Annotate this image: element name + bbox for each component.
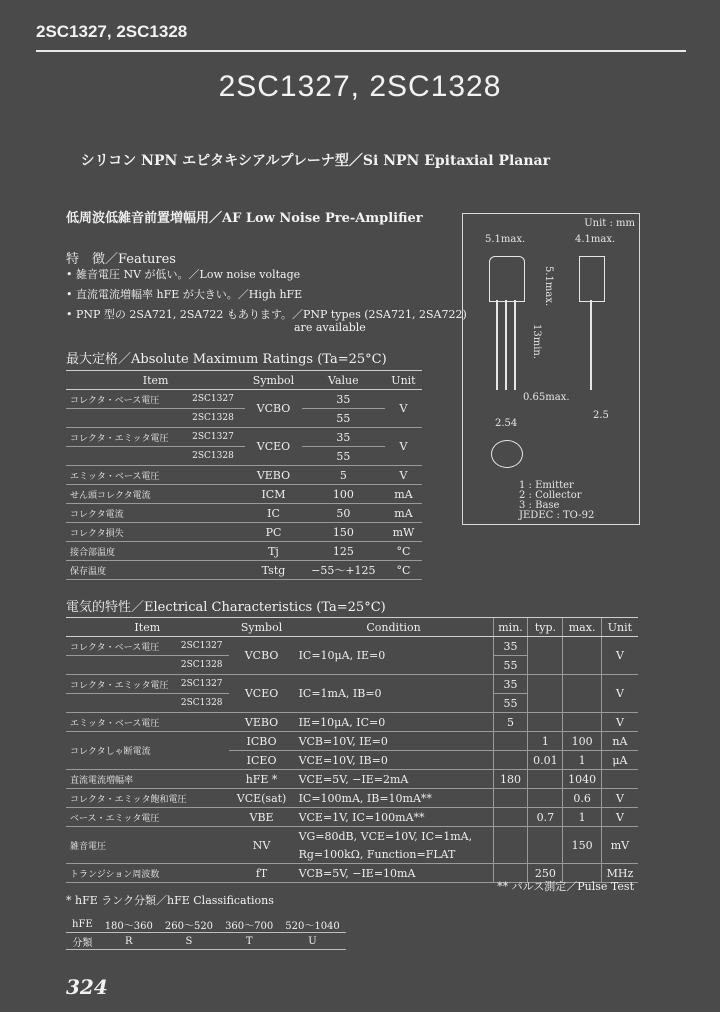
table-row <box>66 485 422 504</box>
col-unit: Unit <box>601 618 638 637</box>
header-part-number: 2SC1327, 2SC1328 <box>36 22 188 41</box>
table-cell <box>493 732 528 751</box>
table-cell: 55 <box>493 656 528 675</box>
classification-heading: * hFE ランク分類／hFE Classifications <box>66 894 274 907</box>
table-cell: V <box>601 675 638 713</box>
table-cell: エミッタ・ベース電圧 <box>66 466 245 485</box>
table-cell: トランジション周波数 <box>66 864 229 883</box>
table-row <box>66 933 346 950</box>
table-cell: 2SC1327 <box>177 675 229 694</box>
table-cell: VCE=10V, IB=0 <box>295 751 494 770</box>
table-row <box>66 504 422 523</box>
table-cell <box>563 713 602 732</box>
table-cell: V <box>385 428 422 466</box>
table-cell: 150 <box>563 827 602 864</box>
table-cell: 35 <box>302 390 385 409</box>
table-cell: °C <box>385 542 422 561</box>
table-cell: mV <box>601 827 638 864</box>
table-cell: IC=100mA, IB=10mA** <box>295 789 494 808</box>
table-cell <box>528 770 563 789</box>
pin-legend: JEDEC : TO-92 <box>519 510 595 521</box>
features-heading: 特 徴／Features <box>66 252 176 267</box>
col-symbol: Symbol <box>229 618 295 637</box>
lead-collector <box>505 300 507 390</box>
table-cell: T <box>219 933 279 950</box>
table-cell: 125 <box>302 542 385 561</box>
table-cell <box>563 637 602 675</box>
table-row <box>66 523 422 542</box>
table-cell: V <box>601 808 638 827</box>
table-row <box>66 561 422 580</box>
dim-label: 13min. <box>531 324 542 360</box>
table-cell: コレクタ・エミッタ電圧 <box>66 675 177 694</box>
table-cell: 250 <box>528 864 563 883</box>
table-cell <box>66 447 188 466</box>
pin-legend: 3 : Base <box>519 500 560 511</box>
table-row <box>66 409 422 428</box>
table-cell: 1040 <box>563 770 602 789</box>
table-cell <box>528 827 563 864</box>
table-cell: V <box>601 713 638 732</box>
table-cell: S <box>159 933 219 950</box>
table-cell: ICBO <box>229 732 295 751</box>
dim-label: 5.1max. <box>485 234 526 245</box>
table-cell: 180～360 <box>99 916 159 933</box>
package-front-view <box>489 256 525 302</box>
application-line: 低周波低雑音前置増幅用／AF Low Noise Pre-Amplifier <box>66 211 423 226</box>
table-cell: V <box>601 637 638 675</box>
lead-emitter <box>496 300 498 390</box>
table-cell <box>528 789 563 808</box>
pin-legend: 1 : Emitter <box>519 480 574 491</box>
table-cell: R <box>99 933 159 950</box>
table-cell <box>66 694 177 713</box>
lead-base <box>514 300 516 390</box>
abs-max-table <box>66 370 422 580</box>
table-cell <box>528 675 563 713</box>
table-cell: VG=80dB, VCE=10V, IC=1mA, <box>298 829 473 843</box>
table-cell: コレクタ・ベース電圧 <box>66 637 177 656</box>
dim-label: 2.54 <box>495 418 518 429</box>
table-cell: Rg=100kΩ, Function=FLAT <box>295 845 494 864</box>
table-cell: 180 <box>493 770 528 789</box>
table-cell: 分類 <box>66 933 99 950</box>
table-cell: 5 <box>302 466 385 485</box>
table-cell: 55 <box>302 447 385 466</box>
table-cell: 100 <box>302 485 385 504</box>
table-cell: mA <box>385 504 422 523</box>
table-cell: VCE=1V, IC=100mA** <box>295 808 494 827</box>
header-rule <box>36 50 686 52</box>
table-cell: VBE <box>229 808 295 827</box>
table-cell: 2SC1327 <box>188 428 245 447</box>
table-cell: hFE <box>66 916 99 933</box>
table-row <box>66 732 638 751</box>
col-condition: Condition <box>295 618 494 637</box>
table-cell: VCBO <box>229 637 295 675</box>
table-cell: VCEO <box>229 675 295 713</box>
abs-max-heading: 最大定格／Absolute Maximum Ratings (Ta=25°C) <box>66 352 387 367</box>
table-cell: 2SC1327 <box>188 390 245 409</box>
table-cell: VCE(sat) <box>229 789 295 808</box>
table-cell: 260～520 <box>159 916 219 933</box>
table-cell: 2SC1328 <box>177 656 229 675</box>
table-cell: 55 <box>493 694 528 713</box>
table-row <box>66 675 638 694</box>
table-cell <box>528 637 563 675</box>
table-cell: IC <box>245 504 302 523</box>
pin-legend: 2 : Collector <box>519 490 582 501</box>
table-cell <box>66 656 177 675</box>
table-cell: °C <box>385 561 422 580</box>
feature-item: • 雑音電圧 NV が低い。／Low noise voltage <box>66 268 301 281</box>
table-cell: 35 <box>302 428 385 447</box>
table-row <box>66 808 638 827</box>
table-cell: V <box>385 390 422 428</box>
elec-table <box>66 617 638 883</box>
table-cell: コレクタしゃ断電流 <box>66 732 229 770</box>
table-cell: 100 <box>563 732 602 751</box>
classification-table <box>66 916 346 950</box>
table-cell: 50 <box>302 504 385 523</box>
table-cell: せん頭コレクタ電流 <box>66 485 245 504</box>
table-cell: ICEO <box>229 751 295 770</box>
table-row <box>66 789 638 808</box>
table-cell <box>563 675 602 713</box>
table-cell: mA <box>385 485 422 504</box>
table-cell: 2SC1328 <box>177 694 229 713</box>
table-cell: 35 <box>493 637 528 656</box>
table-row <box>66 390 422 409</box>
col-symbol: Symbol <box>245 371 302 390</box>
table-cell: PC <box>245 523 302 542</box>
table-cell <box>493 827 528 864</box>
table-cell: 雑音電圧 <box>66 827 229 864</box>
table-row <box>66 916 346 933</box>
table-cell: 360～700 <box>219 916 279 933</box>
col-typ: typ. <box>528 618 563 637</box>
lead-side <box>590 300 592 390</box>
package-bottom-view <box>491 440 523 468</box>
table-cell: −55～+125 <box>302 561 385 580</box>
table-cell: VCBO <box>245 390 302 428</box>
dim-label: 5.1max. <box>543 266 554 307</box>
table-cell <box>493 808 528 827</box>
table-cell: 接合部温度 <box>66 542 245 561</box>
table-cell: コレクタ・エミッタ飽和電圧 <box>66 789 229 808</box>
col-item: Item <box>66 371 245 390</box>
subtitle: シリコン NPN エピタキシアルプレーナ型／Si NPN Epitaxial Planar <box>80 153 550 169</box>
unit-label: Unit : mm <box>584 218 635 229</box>
table-cell: コレクタ損失 <box>66 523 245 542</box>
pulse-test-note: ** パルス測定／Pulse Test <box>497 880 634 893</box>
table-cell: ベース・エミッタ電圧 <box>66 808 229 827</box>
table-cell: V <box>601 789 638 808</box>
table-cell: Tj <box>245 542 302 561</box>
dim-label: 0.65max. <box>523 392 570 403</box>
table-cell: 1 <box>563 808 602 827</box>
table-cell: 2SC1328 <box>188 447 245 466</box>
table-cell: fT <box>229 864 295 883</box>
table-row <box>66 447 422 466</box>
table-row <box>66 827 638 846</box>
table-cell: μA <box>601 751 638 770</box>
package-side-view <box>579 256 605 302</box>
dim-label: 2.5 <box>593 410 609 421</box>
table-cell <box>66 409 188 428</box>
col-min: min. <box>493 618 528 637</box>
table-cell: エミッタ・ベース電圧 <box>66 713 229 732</box>
table-row <box>66 637 638 656</box>
col-unit: Unit <box>385 371 422 390</box>
page-number: 324 <box>66 975 108 999</box>
table-cell: 0.01 <box>528 751 563 770</box>
table-cell: NV <box>229 827 295 864</box>
table-row <box>66 428 422 447</box>
table-cell <box>493 751 528 770</box>
table-cell: 保存温度 <box>66 561 245 580</box>
table-cell: 0.6 <box>563 789 602 808</box>
feature-item: • PNP 型の 2SA721, 2SA722 もあります。／PNP types (2SA721, 2SA722) <box>66 308 467 321</box>
page-title: 2SC1327, 2SC1328 <box>218 70 502 103</box>
table-cell <box>601 770 638 789</box>
table-cell: 1 <box>528 732 563 751</box>
table-cell: V <box>385 466 422 485</box>
table-cell: 150 <box>302 523 385 542</box>
table-cell: U <box>279 933 346 950</box>
table-cell: IC=1mA, IB=0 <box>295 675 494 713</box>
table-cell: コレクタ・ベース電圧 <box>66 390 188 409</box>
table-row <box>66 713 638 732</box>
table-cell: VEBO <box>245 466 302 485</box>
table-cell: 0.7 <box>528 808 563 827</box>
dim-label: 4.1max. <box>575 234 616 245</box>
table-cell: VCEO <box>245 428 302 466</box>
table-cell: 1 <box>563 751 602 770</box>
table-cell: Tstg <box>245 561 302 580</box>
col-value: Value <box>302 371 385 390</box>
feature-item: • 直流電流増幅率 hFE が大きい。／High hFE <box>66 288 303 301</box>
table-cell: 2SC1328 <box>188 409 245 428</box>
table-cell: 2SC1327 <box>177 637 229 656</box>
table-cell: 55 <box>302 409 385 428</box>
table-cell: MHz <box>601 864 638 883</box>
table-row <box>66 466 422 485</box>
table-cell: 直流電流増幅率 <box>66 770 229 789</box>
table-row <box>66 770 638 789</box>
table-cell: IC=10μA, IE=0 <box>295 637 494 675</box>
table-cell: コレクタ・エミッタ電圧 <box>66 428 188 447</box>
table-cell <box>493 789 528 808</box>
table-cell: nA <box>601 732 638 751</box>
table-cell: 35 <box>493 675 528 694</box>
col-item: Item <box>66 618 229 637</box>
table-cell: mW <box>385 523 422 542</box>
table-cell: VCB=5V, −IE=10mA <box>295 864 494 883</box>
table-row <box>66 542 422 561</box>
table-cell <box>528 713 563 732</box>
table-cell: hFE * <box>229 770 295 789</box>
col-max: max. <box>563 618 602 637</box>
table-cell: 520～1040 <box>279 916 346 933</box>
table-cell: VCE=5V, −IE=2mA <box>295 770 494 789</box>
table-cell: IE=10μA, IC=0 <box>295 713 494 732</box>
table-cell: ICM <box>245 485 302 504</box>
table-cell: 5 <box>493 713 528 732</box>
package-diagram <box>462 213 640 525</box>
elec-heading: 電気的特性／Electrical Characteristics (Ta=25°C) <box>66 600 386 615</box>
table-cell: VEBO <box>229 713 295 732</box>
feature-item: are available <box>294 321 366 334</box>
table-cell: VCB=10V, IE=0 <box>295 732 494 751</box>
table-cell: コレクタ電流 <box>66 504 245 523</box>
